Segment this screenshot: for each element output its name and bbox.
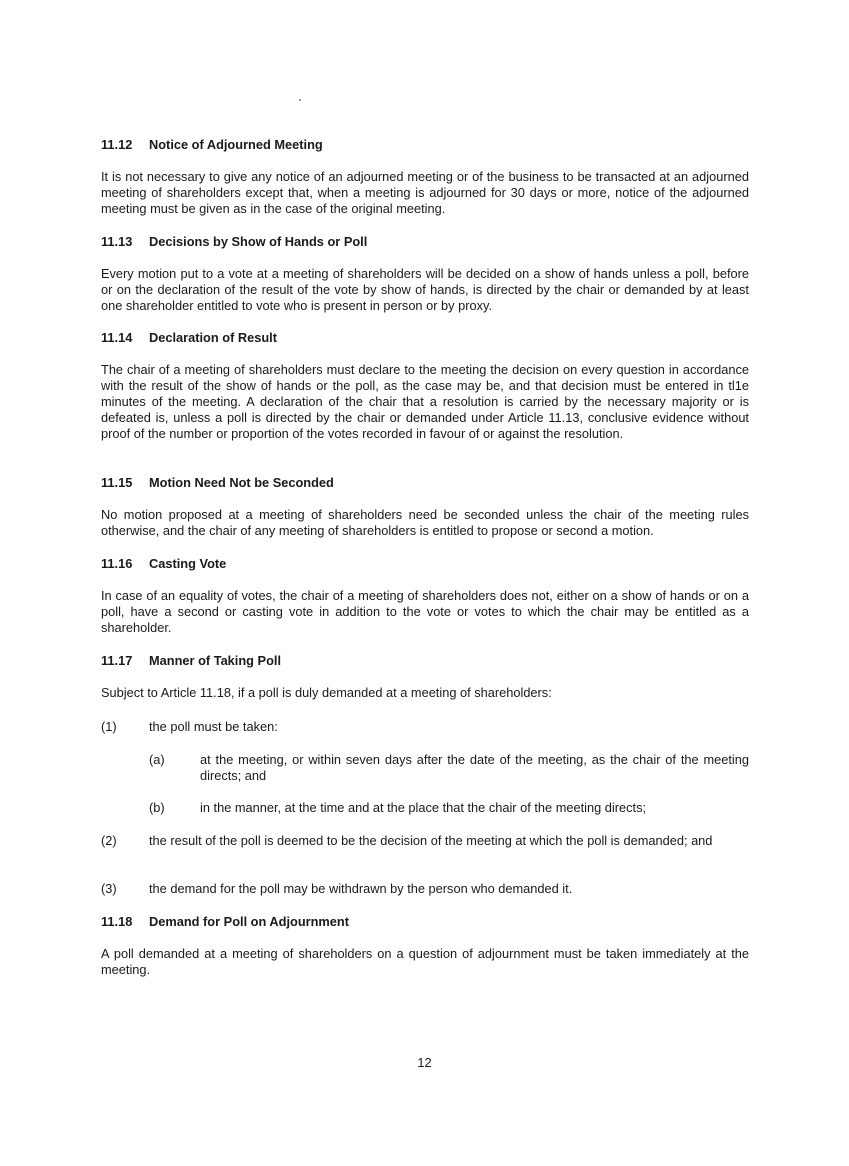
- section-number: 11.12: [101, 137, 133, 152]
- page-number: 12: [417, 1055, 432, 1070]
- section-text: In case of an equality of votes, the chair of a meeting of shareholders does not, either on a show of hands or on a poll, have a second or casting vote in addition to the vote or votes to which the chair may be entitled as a shareholder.: [101, 588, 749, 636]
- list-item-1: [101, 719, 749, 735]
- section-number: 11.15: [101, 475, 133, 490]
- section-heading: [101, 330, 749, 346]
- section-text: Subject to Article 11.18, if a poll is duly demanded at a meeting of shareholders:: [101, 685, 552, 700]
- scan-dot: [299, 99, 301, 101]
- section-title: Motion Need Not be Seconded: [149, 475, 334, 490]
- section-text: The chair of a meeting of shareholders must declare to the meeting the decision on every question in accordance with the result of the show of hands or the poll, as the case may be, and that decision must be entered in tl1e minutes of the meeting. A declaration of the chair that a resolution is carried by the necessary majority or is defeated is, unless a poll is directed by the chair or demanded under Article 11.13, conclusive evidence without proof of the number or proportion of the votes recorded in favour of or against the resolution.: [101, 362, 749, 442]
- section-text: A poll demanded at a meeting of shareholders on a question of adjournment must be taken immediately at the meeting.: [101, 946, 749, 978]
- section-heading: [101, 234, 749, 250]
- list-text: at the meeting, or within seven days after the date of the meeting, as the chair of the meeting directs; and: [200, 752, 749, 784]
- list-text: the result of the poll is deemed to be the decision of the meeting at which the poll is demanded; and: [149, 833, 713, 848]
- section-11-18: [101, 914, 749, 978]
- list-marker: (2): [101, 833, 117, 848]
- list-item-1b: [149, 800, 749, 816]
- section-heading: [101, 475, 749, 491]
- list-item-1a: [149, 752, 749, 784]
- list-marker: (1): [101, 719, 117, 734]
- section-heading: [101, 914, 749, 930]
- section-number: 11.13: [101, 234, 133, 249]
- list-text: the demand for the poll may be withdrawn by the person who demanded it.: [149, 881, 573, 896]
- section-number: 11.18: [101, 914, 133, 929]
- section-number: 11.17: [101, 653, 133, 668]
- section-heading: [101, 137, 749, 153]
- section-11-12: [101, 137, 749, 217]
- list-item-3: [101, 881, 749, 897]
- section-title: Demand for Poll on Adjournment: [149, 914, 350, 929]
- section-text: Every motion put to a vote at a meeting of shareholders will be decided on a show of hands unless a poll, before or on the declaration of the result of the vote by show of hands, is directed by the chair or demanded by at least one shareholder entitled to vote who is present in person or by proxy.: [101, 266, 749, 314]
- section-text: It is not necessary to give any notice of an adjourned meeting or of the business to be transacted at an adjourned meeting of shareholders except that, when a meeting is adjourned for 30 days or more, notice of the adjourned meeting must be given as in the case of the original meeting.: [101, 169, 749, 217]
- section-title: Notice of Adjourned Meeting: [149, 137, 323, 152]
- section-11-14: [101, 330, 749, 442]
- list-marker: (3): [101, 881, 117, 896]
- section-title: Declaration of Result: [149, 330, 277, 345]
- list-item-2: [101, 833, 749, 849]
- section-11-15: [101, 475, 749, 539]
- section-title: Manner of Taking Poll: [149, 653, 282, 668]
- list-text: in the manner, at the time and at the place that the chair of the meeting directs;: [200, 800, 647, 815]
- section-title: Casting Vote: [149, 556, 227, 571]
- list-text: the poll must be taken:: [149, 719, 278, 734]
- section-number: 11.16: [101, 556, 133, 571]
- section-11-13: [101, 234, 749, 314]
- section-text: No motion proposed at a meeting of shareholders need be seconded unless the chair of the meeting rules otherwise, and the chair of any meeting of shareholders is entitled to propose or second a motion.: [101, 507, 749, 539]
- list-marker: (a): [149, 752, 165, 767]
- list-marker: (b): [149, 800, 165, 815]
- section-number: 11.14: [101, 330, 133, 345]
- section-heading: [101, 556, 749, 572]
- section-title: Decisions by Show of Hands or Poll: [149, 234, 368, 249]
- section-heading: [101, 653, 749, 669]
- section-11-16: [101, 556, 749, 636]
- section-11-17: [101, 653, 749, 701]
